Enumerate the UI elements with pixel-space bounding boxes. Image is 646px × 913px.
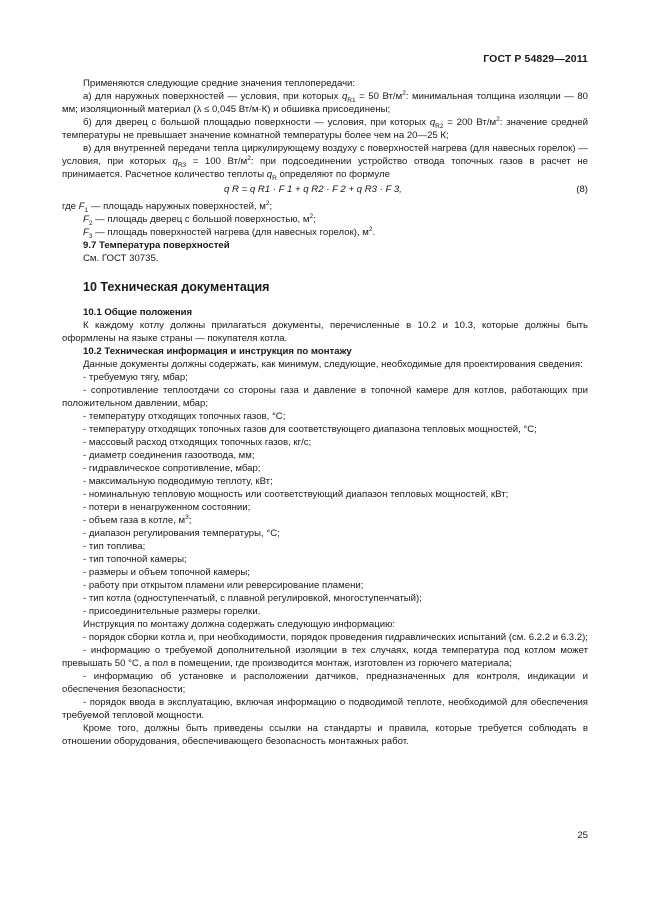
list-item: - информацию об установке и расположении датчиков, предназначенных для контроля, индикации и обеспечения безопасности; bbox=[62, 671, 588, 695]
list-item: - размеры и объем топочной камеры; bbox=[83, 567, 250, 578]
section-10-1-title: 10.1 Общие положения bbox=[83, 307, 193, 318]
paragraph-internal-transfer: в) для внутренней передачи тепла циркулирующему воздуху с поверхностей нагрева (для навесных горелок) — условия, при которых $q_{R3} = 100$ $Вт/м^2$: при подсоединении устройство отвода топочных газов в расчет не принимается. Расчетное количество теплоты $q_R$ определяют по формуле bbox=[62, 143, 588, 182]
page-number: 25 bbox=[577, 830, 588, 841]
mounting-intro: Инструкция по монтажу должна содержать следующую информацию: bbox=[83, 619, 395, 630]
list-item: - порядок ввода в эксплуатацию, включая информацию о подводимой теплоте, необходимой для обеспечения требуемой тепловой мощности. bbox=[62, 697, 588, 721]
section-10-1-text: К каждому котлу должны прилагаться документы, перечисленные в 10.2 и 10.3, которые должны быть оформлены на языке страны — покупателя котла. bbox=[62, 320, 588, 344]
where-f3: $F_3$ — площадь поверхностей нагрева (для навесных горелок), $м^2$. bbox=[83, 225, 376, 240]
section-10-title: 10 Техническая документация bbox=[83, 280, 270, 294]
list-item: - работу при открытом пламени или реверсирование пламени; bbox=[83, 580, 364, 591]
list-item: - температуру отходящих топочных газов, °С; bbox=[83, 411, 286, 422]
list-item: - тип топлива; bbox=[83, 541, 146, 552]
where-f1: где $F_1$ — площадь наружных поверхностей, $м^2$; bbox=[62, 199, 273, 214]
section-10-2-intro: Данные документы должны содержать, как минимум, следующие, необходимые для проектирования сведения: bbox=[83, 359, 583, 370]
standard-designation: ГОСТ Р 54829—2011 bbox=[483, 53, 588, 65]
list-item: - гидравлическое сопротивление, мбар; bbox=[83, 463, 261, 474]
section-9-7-title: 9.7 Температура поверхностей bbox=[83, 240, 230, 251]
paragraph-doors: б) для дверец с большой площадью поверхности — условия, при которых $q_{R2} = 200$ $Вт/м^2$: значение средней температуры не превышает значение комнатной температуры более чем на 20—25 К; bbox=[62, 115, 588, 141]
section-9-7-text: См. ГОСТ 30735. bbox=[83, 253, 159, 264]
list-item: - температуру отходящих топочных газов для соответствующего диапазона тепловых мощностей, °С; bbox=[83, 424, 537, 435]
section-10-2-title: 10.2 Техническая информация и инструкция по монтажу bbox=[83, 346, 352, 357]
paragraph-intro: Применяются следующие средние значения теплопередачи: bbox=[83, 78, 356, 89]
formula-8 bbox=[62, 183, 588, 200]
list-item: - тип котла (одноступенчатый, с плавной регулировкой, многоступенчатый); bbox=[83, 593, 422, 604]
list-item: - объем газа в котле, $м^3$; bbox=[83, 513, 192, 526]
list-item: - тип топочной камеры; bbox=[83, 554, 187, 565]
where-f2: $F_2$ — площадь дверец с большой поверхностью, $м^2$; bbox=[83, 212, 316, 227]
closing-paragraph: Кроме того, должны быть приведены ссылки на стандарты и правила, которые требуется соблюдать в отношении оборудования, обеспечивающего безопасность монтажных работ. bbox=[62, 723, 588, 747]
list-item: - массовый расход отходящих топочных газов, кг/с; bbox=[83, 437, 312, 448]
list-item: - требуемую тягу, мбар; bbox=[83, 372, 188, 383]
paragraph-outer-surfaces: а) для наружных поверхностей — условия, при которых $q_{R1} = 50$ $Вт/м^2$: минимальная толщина изоляции — 80 мм; изоляционный материал (λ ≤ 0,045 Вт/м·К) и обшивка присоединены; bbox=[62, 89, 588, 115]
document-page bbox=[62, 0, 588, 913]
list-item: - присоединительные размеры горелки. bbox=[83, 606, 261, 617]
list-item: - потери в ненагруженном состоянии; bbox=[83, 502, 251, 513]
list-item: - максимальную подводимую теплоту, кВт; bbox=[83, 476, 273, 487]
formula-number: (8) bbox=[576, 184, 588, 195]
document-body bbox=[62, 77, 588, 748]
list-item: - сопротивление теплоотдачи со стороны газа и давление в топочной камере для котлов, работающих при положительном давлении, мбар; bbox=[62, 385, 588, 409]
list-item: - диаметр соединения газоотвода, мм; bbox=[83, 450, 255, 461]
formula-expression: q R = q R1 · F 1 + q R2 · F 2 + q R3 · F 3, bbox=[224, 184, 402, 195]
list-item: - порядок сборки котла и, при необходимости, порядок проведения гидравлических испытаний (см. 6.2.2 и 6.3.2); bbox=[83, 632, 588, 643]
list-item: - информацию о требуемой дополнительной изоляции в тех случаях, когда температура под котлом может превышать 50 °С, а пол в помещении, где производится монтаж, изготовлен из горючего материала; bbox=[62, 645, 588, 669]
list-item: - номинальную тепловую мощность или соответствующий диапазон тепловых мощностей, кВт; bbox=[83, 489, 509, 500]
list-item: - диапазон регулирования температуры, °С; bbox=[83, 528, 280, 539]
